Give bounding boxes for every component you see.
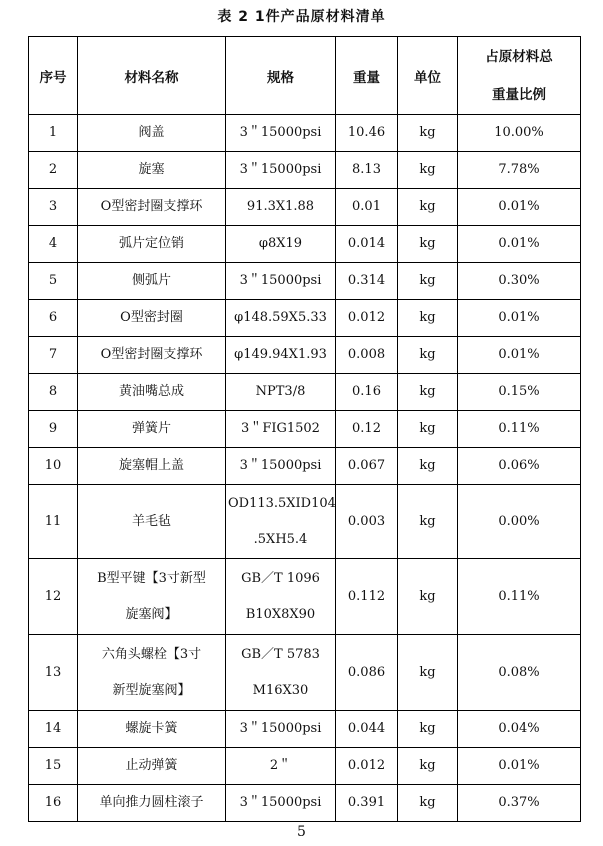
table-body [29,115,581,822]
cell-no: 3 [29,189,78,226]
cell-no: 1 [29,115,78,152]
cell-unit: kg [398,115,458,152]
cell-no: 15 [29,748,78,785]
cell-no: 12 [29,559,78,635]
cell-ratio: 0.00% [458,485,581,559]
table-row [29,263,581,300]
cell-name: O型密封圈 [78,300,226,337]
cell-ratio: 0.01% [458,337,581,374]
cell-weight: 10.46 [336,115,398,152]
cell-name: 止动弹簧 [78,748,226,785]
cell-ratio: 0.11% [458,411,581,448]
table-row [29,748,581,785]
cell-unit: kg [398,748,458,785]
cell-weight: 0.01 [336,189,398,226]
cell-weight: 0.086 [336,635,398,711]
table-row [29,448,581,485]
cell-weight: 0.008 [336,337,398,374]
table-row [29,485,581,559]
header-no: 序号 [29,37,78,115]
cell-spec: 3＂15000psi [226,115,336,152]
cell-ratio: 10.00% [458,115,581,152]
cell-spec: 2＂ [226,748,336,785]
cell-unit: kg [398,337,458,374]
cell-no: 7 [29,337,78,374]
table-row [29,711,581,748]
cell-no: 4 [29,226,78,263]
cell-spec: 3＂15000psi [226,448,336,485]
cell-weight: 0.044 [336,711,398,748]
cell-no: 6 [29,300,78,337]
cell-ratio: 0.01% [458,748,581,785]
cell-weight: 8.13 [336,152,398,189]
cell-spec-line: GB／T 1096 [241,570,320,586]
table-row [29,374,581,411]
cell-no: 8 [29,374,78,411]
cell-weight: 0.391 [336,785,398,822]
cell-unit: kg [398,411,458,448]
cell-name: 旋塞 [78,152,226,189]
cell-ratio: 0.01% [458,226,581,263]
table-title: 表 2 1件产品原材料清单 [217,9,386,25]
cell-weight: 0.003 [336,485,398,559]
cell-unit: kg [398,300,458,337]
header-name: 材料名称 [78,37,226,115]
cell-no: 11 [29,485,78,559]
cell-spec: φ148.59X5.33 [226,300,336,337]
cell-no: 14 [29,711,78,748]
cell-spec: 3＂15000psi [226,263,336,300]
table-row [29,635,581,711]
cell-no: 10 [29,448,78,485]
cell-spec: φ8X19 [226,226,336,263]
cell-spec: φ149.94X1.93 [226,337,336,374]
cell-ratio: 0.08% [458,635,581,711]
cell-unit: kg [398,785,458,822]
cell-spec: NPT3/8 [226,374,336,411]
cell-weight: 0.012 [336,300,398,337]
cell-name-line: 六角头螺栓【3寸 [101,646,202,662]
header-ratio-line2: 重量比例 [492,86,546,103]
cell-spec-line: M16X30 [252,682,309,698]
cell-weight: 0.16 [336,374,398,411]
cell-name [78,559,226,635]
cell-weight: 0.012 [336,748,398,785]
cell-name: O型密封圈支撑环 [78,337,226,374]
table-row [29,189,581,226]
table-row [29,226,581,263]
cell-unit: kg [398,711,458,748]
cell-ratio: 0.11% [458,559,581,635]
cell-spec [226,635,336,711]
table-header-row [29,37,581,115]
cell-ratio: 0.15% [458,374,581,411]
cell-unit: kg [398,559,458,635]
cell-ratio: 0.01% [458,300,581,337]
cell-no: 13 [29,635,78,711]
cell-name: 羊毛毡 [78,485,226,559]
cell-unit: kg [398,485,458,559]
cell-ratio: 0.30% [458,263,581,300]
cell-weight: 0.014 [336,226,398,263]
cell-unit: kg [398,448,458,485]
table-row [29,115,581,152]
table-row [29,300,581,337]
cell-name: 侧弧片 [78,263,226,300]
cell-weight: 0.112 [336,559,398,635]
cell-unit: kg [398,152,458,189]
cell-spec [226,485,336,559]
header-ratio-line1: 占原材料总 [485,48,553,65]
cell-unit: kg [398,226,458,263]
cell-no: 5 [29,263,78,300]
cell-name-line: 新型旋塞阀】 [112,682,191,698]
cell-no: 16 [29,785,78,822]
cell-spec-line: GB／T 5783 [241,646,320,662]
header-spec: 规格 [226,37,336,115]
cell-ratio: 7.78% [458,152,581,189]
header-unit: 单位 [398,37,458,115]
cell-ratio: 0.04% [458,711,581,748]
cell-ratio: 0.06% [458,448,581,485]
table-row [29,785,581,822]
cell-name: 单向推力圆柱滚子 [78,785,226,822]
cell-name: O型密封圈支撑环 [78,189,226,226]
cell-ratio: 0.37% [458,785,581,822]
cell-spec: 3＂FIG1502 [226,411,336,448]
cell-unit: kg [398,635,458,711]
cell-name: 阀盖 [78,115,226,152]
cell-no: 9 [29,411,78,448]
table-row [29,411,581,448]
cell-name-line: 旋塞阀】 [125,606,178,622]
cell-name: 弧片定位销 [78,226,226,263]
cell-weight: 0.314 [336,263,398,300]
cell-name-line: B型平键【3寸新型 [97,570,206,586]
table-row [29,337,581,374]
cell-unit: kg [398,263,458,300]
cell-ratio: 0.01% [458,189,581,226]
header-weight: 重量 [336,37,398,115]
cell-name: 弹簧片 [78,411,226,448]
cell-spec: 3＂15000psi [226,152,336,189]
cell-spec: 3＂15000psi [226,711,336,748]
cell-spec: 91.3X1.88 [226,189,336,226]
cell-spec-line: OD113.5XID104 [228,495,336,511]
cell-name: 螺旋卡簧 [78,711,226,748]
cell-spec: 3＂15000psi [226,785,336,822]
cell-unit: kg [398,374,458,411]
cell-name: 黄油嘴总成 [78,374,226,411]
cell-name: 旋塞帽上盖 [78,448,226,485]
table-row [29,559,581,635]
cell-spec [226,559,336,635]
table-row [29,152,581,189]
cell-name [78,635,226,711]
cell-unit: kg [398,189,458,226]
cell-no: 2 [29,152,78,189]
materials-table [28,36,581,822]
header-ratio [458,37,581,115]
page-number: 5 [297,824,306,840]
cell-spec-line: B10X8X90 [245,606,316,622]
cell-weight: 0.067 [336,448,398,485]
cell-weight: 0.12 [336,411,398,448]
cell-spec-line: .5XH5.4 [253,531,308,547]
